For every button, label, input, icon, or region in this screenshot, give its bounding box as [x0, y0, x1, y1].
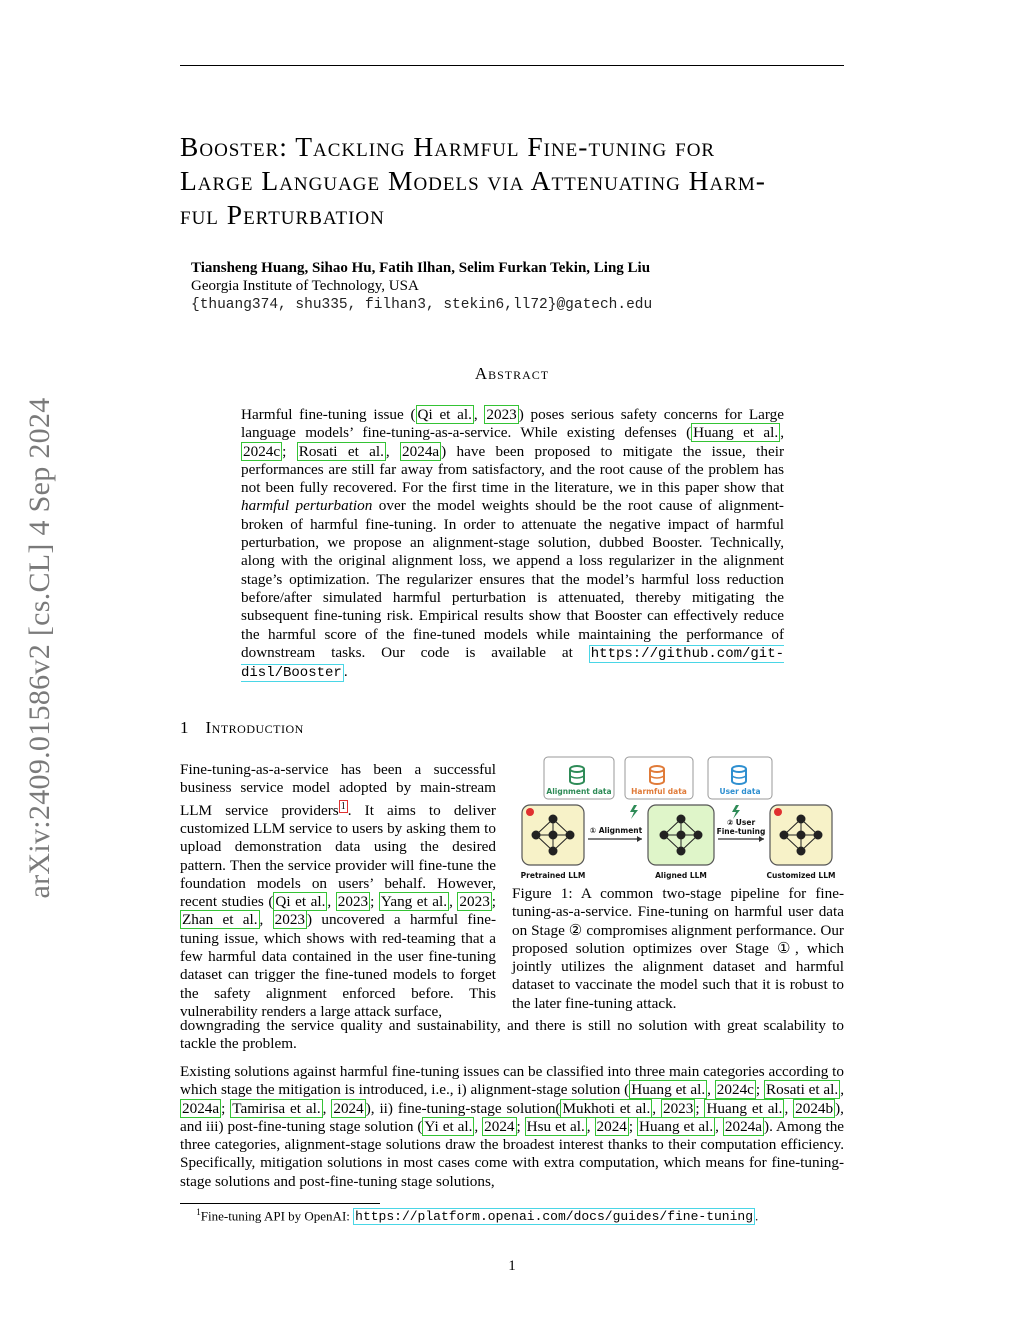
abstract-text: , [473, 406, 485, 423]
step1-label: ① Alignment [589, 826, 643, 835]
citation-link[interactable]: Qi et al. [417, 406, 472, 423]
citation-link[interactable]: 2023 [662, 1099, 694, 1117]
title-line-2: Large Language Models via Attenuating Harm- [180, 165, 766, 196]
intro-text: Fine-tuning-as-a-service has been a successful business service model adopted by main-stream LLM service providers [180, 761, 496, 819]
para-text: ; [628, 1117, 638, 1135]
intro-text: , [259, 911, 273, 929]
intro-text: ; [370, 893, 379, 911]
pipeline-figure [516, 755, 848, 883]
abstract-text: ) poses serious safety concerns for Large language models’ fine-tuning-as-a-service. While existing defenses ( [241, 406, 784, 442]
para-text: ; [695, 1099, 705, 1117]
para-text: ; [516, 1117, 525, 1135]
abstract-body [241, 406, 784, 682]
footnote-mark: 1 [196, 1207, 201, 1217]
para-text: , [840, 1081, 844, 1099]
pretrained-llm-box [522, 805, 584, 865]
para-text: ). Among the three categories, alignment-stage solutions draw the broadest interest thanks to their computation efficiency. Specifically, mitigation solutions in most cases come with extra computation, which means for fine-tuning-stage solutions and post-fine-tuning stage solutions, [180, 1117, 845, 1190]
page-number: 1 [508, 1258, 516, 1274]
para-text: , [322, 1099, 332, 1117]
citation-link[interactable]: Zhan et al. [182, 911, 258, 929]
lightning-icon [630, 805, 638, 819]
citation-link[interactable]: Yi et al. [424, 1117, 473, 1135]
citation-link[interactable]: Rosati et al. [298, 442, 384, 460]
citation-link[interactable]: 2024 [333, 1099, 364, 1117]
citation-link[interactable]: 2023 [459, 893, 490, 911]
citation-link[interactable]: 2024a [182, 1099, 220, 1117]
arxiv-stamp[interactable] [16, 366, 64, 930]
abstract-text: . [343, 663, 348, 681]
citation-link[interactable]: Yang et al. [380, 893, 448, 911]
para-text: , [707, 1081, 715, 1099]
citation-link[interactable]: 2024 [484, 1117, 515, 1135]
citation-link[interactable]: 2024a [724, 1117, 763, 1135]
footnote-ref-link[interactable]: 1 [340, 800, 346, 812]
footnote [180, 1207, 850, 1224]
email: {thuang374, shu335, filhan3, stekin6,ll72}@gatech.edu [191, 297, 653, 313]
footnote-rule [180, 1203, 380, 1204]
intro-paragraph [180, 761, 496, 1021]
citation-link[interactable]: 2023 [486, 406, 517, 423]
citation-link[interactable]: Huang et al. [631, 1081, 706, 1099]
para-text: Existing solutions against harmful fine-tuning issues can be classified into three main categories according to which stage the mitigation is introduced, i.e., i) alignment-stage solution ( [180, 1063, 844, 1099]
citation-link[interactable]: Qi et al. [275, 893, 326, 911]
customized-llm-box [770, 805, 832, 865]
abstract-emphasis: harmful perturbation [241, 497, 373, 515]
title-line-3: ful Perturbation [180, 199, 385, 230]
pretrained-llm-label: Pretrained LLM [520, 871, 586, 880]
abstract-text: over the model weights should be the root cause of alignment-broken of harmful fine-tuning. In order to attenuate the negative impact of harmful perturbation, we propose an alignment-stage solution, dubbed Booster. Technically, along with the original alignment loss, we append a loss regularizer in the alignment stage’s optimization. The regularizer ensures that the model’s harmful loss reduction before/after simulated harmful perturbation is attenuated, thereby mitigating the subsequent fine-tuning risk. Empirical results show that Booster can effectively reduce the harmful score of the fine-tuned models while maintaining the performance of downstream tasks. Our code is available at [241, 497, 784, 661]
footnote-text: Fine-tuning API by OpenAI: [200, 1208, 354, 1224]
para-text: ), ii) fine-tuning-stage solution( [365, 1099, 561, 1117]
intro-text: ; [491, 893, 497, 911]
footnote-end: . [755, 1208, 759, 1224]
code-url-link[interactable]: https://github.com/git-disl/Booster [241, 645, 784, 682]
arxiv-stamp-text: arXiv:2409.01586v2 [cs.CL] 4 Sep 2024 [23, 397, 56, 899]
user-data-box [708, 757, 772, 799]
top-rule [180, 65, 844, 66]
step2-label-line2: Fine-tuning [716, 827, 766, 836]
step2-label-line1: ② User [726, 818, 756, 827]
abstract-text: , [780, 424, 784, 442]
para-text: , [652, 1099, 661, 1117]
devil-icon [774, 808, 782, 816]
affiliation: Georgia Institute of Technology, USA [191, 278, 419, 294]
citation-link[interactable]: Tamirisa et al. [232, 1099, 321, 1117]
harmful-data-label: Harmful data [631, 787, 687, 796]
citation-link[interactable]: Huang et al. [639, 1117, 714, 1135]
abstract-text: Harmful fine-tuning issue ( [241, 406, 416, 423]
intro-text: ) uncovered a harmful fine-tuning issue, which shows with red-teaming that a few harmful data contained in the user fine-tuning dataset can trigger the fine-tuned models to forget the safety alignment enforced before. This vulnerability renders a large attack surface, [180, 911, 497, 1020]
citation-link[interactable]: 2024c [716, 1081, 754, 1099]
authors: Tiansheng Huang, Sihao Hu, Fatih Ilhan, Selim Furkan Tekin, Ling Liu [191, 260, 651, 276]
citation-link[interactable]: 2024 [596, 1117, 627, 1135]
user-data-label: User data [719, 787, 761, 796]
citation-link[interactable]: Hsu et al. [526, 1117, 585, 1135]
aligned-llm-box [648, 805, 714, 865]
paper-title [180, 130, 860, 232]
abstract-text: ) have been proposed to mitigate the issue, their performances are still far away from satisfactory, and the root cause of the problem has not been fully recovered. For the first time in the literature, we in this paper show that [241, 442, 785, 497]
customized-llm-label: Customized LLM [766, 871, 836, 880]
section-number: 1 [180, 718, 189, 737]
intro-continuation: downgrading the service quality and sustainability, and there is still no solution with great scalability to tackle the problem. [180, 1017, 844, 1053]
harmful-data-box [625, 757, 693, 799]
lightning-icon [732, 805, 740, 819]
citation-link[interactable]: Mukhoti et al. [562, 1099, 651, 1117]
abstract-text: ; [282, 442, 297, 460]
intro-text: , [449, 893, 458, 911]
para-text: , [474, 1117, 483, 1135]
second-paragraph [180, 1063, 844, 1191]
devil-icon [526, 808, 534, 816]
citation-link[interactable]: 2023 [337, 893, 369, 911]
aligned-llm-label: Aligned LLM [655, 871, 707, 880]
intro-text: , [327, 893, 336, 911]
citation-link[interactable]: Huang et al. [693, 424, 779, 442]
title-line-1: Booster: Tackling Harmful Fine-tuning for [180, 131, 716, 162]
abstract-heading: Abstract [474, 364, 550, 383]
citation-link[interactable]: 2024b [795, 1099, 834, 1117]
citation-link[interactable]: 2024a [402, 442, 440, 460]
footnote-url-link[interactable]: https://platform.openai.com/docs/guides/fine-tuning [355, 1209, 754, 1225]
alignment-data-box [544, 757, 614, 799]
citation-link[interactable]: Huang et al. [706, 1099, 783, 1117]
alignment-arrow [588, 826, 643, 842]
para-text: ; [755, 1081, 764, 1099]
para-text: ; [221, 1099, 231, 1117]
figure-caption: Figure 1: A common two-stage pipeline for fine-tuning-as-a-service. Fine-tuning on harmful user data on Stage ② compromises alignment performance. Our proposed solution optimizes over Stage ①, which jointly utilizes the alignment dataset and harmful dataset to vaccinate the model such that it is robust to the later fine-tuning attack. [512, 885, 844, 1012]
citation-link[interactable]: 2024c [243, 442, 281, 460]
section-heading [180, 718, 304, 738]
alignment-data-label: Alignment data [546, 787, 612, 796]
fine-tuning-arrow [717, 818, 766, 842]
para-text: ), and iii) post-fine-tuning stage solution ( [180, 1099, 844, 1135]
section-title: Introduction [205, 718, 304, 737]
para-text: , [784, 1099, 794, 1117]
abstract-text: , [385, 442, 401, 460]
intro-text: . It aims to deliver customized LLM service to users by asking them to upload demonstration data using the desired pattern. Then the service provider will fine-tune the foundation models on users’ behalf. However, recent studies ( [180, 801, 496, 911]
citation-link[interactable]: 2023 [274, 911, 306, 929]
para-text: , [715, 1117, 723, 1135]
citation-link[interactable]: Rosati et al. [765, 1081, 839, 1099]
para-text: , [586, 1117, 595, 1135]
